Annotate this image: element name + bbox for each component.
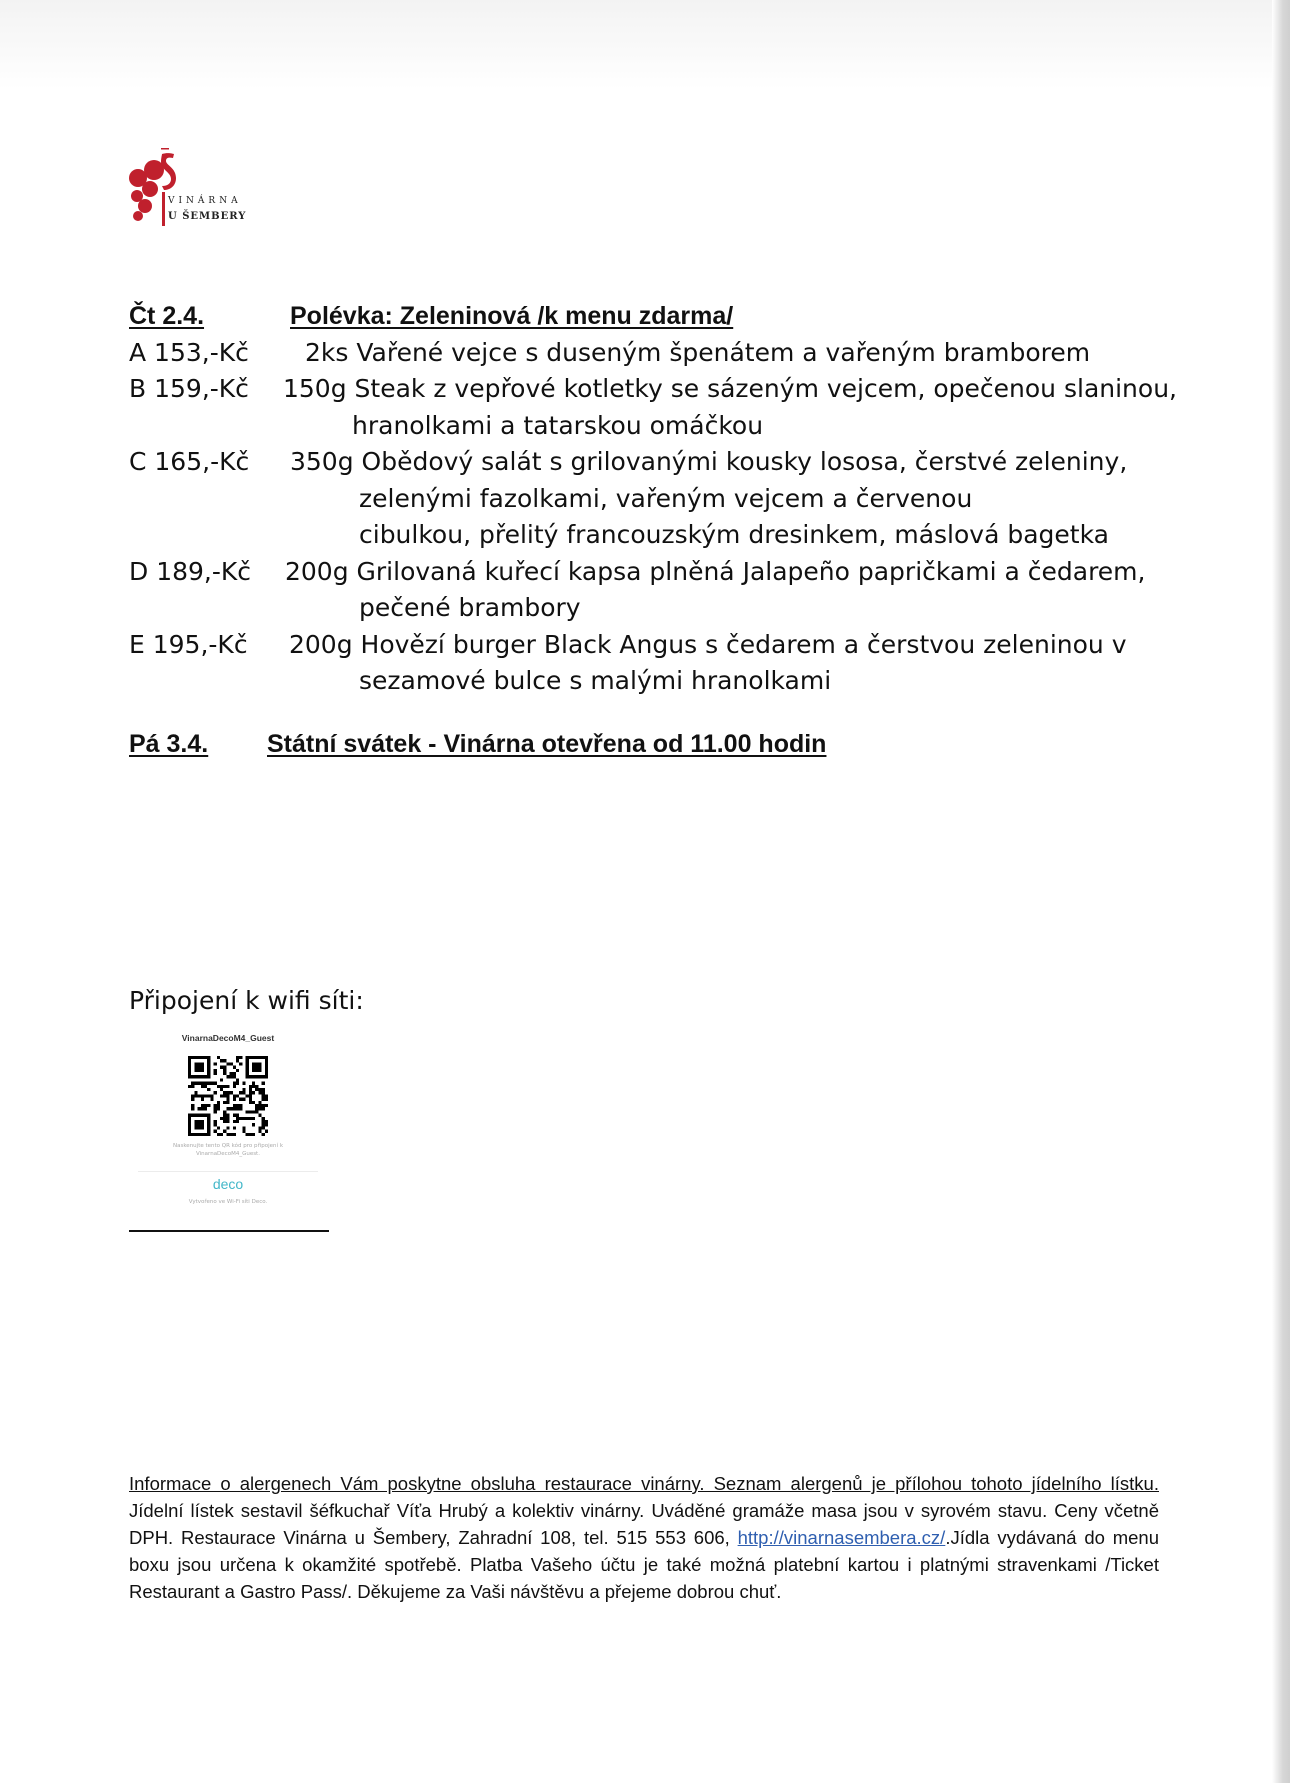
deco-brand-logo: deco [212,1176,244,1192]
day1-header [129,298,1169,335]
logo-text-vinarna: VINÁRNA [168,196,242,206]
menu-item-b-cont [129,408,1169,445]
menu-item-d [129,554,1169,591]
menu-item-b [129,371,1177,408]
day1-soup: Polévka: Zeleninová /k menu zdarma/ [290,302,734,330]
item-description-cont: pečené brambory [359,593,581,622]
item-code: E 195,-Kč [129,629,248,659]
item-description-cont: cibulkou, přelitý francouzským dresinkem, máslová bagetka [359,520,1109,549]
qr-hint-text: Naskenujte tento QR kód pro připojení k VinarnaDecoM4_Guest. [172,1143,284,1157]
spacer [129,700,1169,726]
item-description: 350g Obědový salát s grilovanými kousky lososa, čerstvé zeleniny, [290,447,1128,476]
day2-date: Pá 3.4. [129,729,209,758]
day2-note: Státní svátek - Vinárna otevřena od 11.00 hodin [267,729,827,758]
website-link[interactable]: http://vinarnasembera.cz/ [737,1527,946,1548]
footer-text-2: .Jídla vydávaná do menu boxu jsou určena k okamžité spotřebě. Platba Vašeho účtu je také možná platební kartou i platnými stravenkami /Ticket Restaurant a Gastro Pass/. Děkujeme za Vaši návštěvu a přejeme dobrou chuť. [129,1527,1159,1602]
qr-code[interactable] [188,1056,268,1136]
page-right-edge [1272,0,1290,1783]
menu-item-c-cont2 [129,517,1169,554]
menu-item-a [129,335,1169,372]
item-description: 200g Grilovaná kuřecí kapsa plněná Jalapeño papričkami a čedarem, [285,556,1146,586]
footer-notice [129,1470,1159,1605]
item-code: D 189,-Kč [129,556,252,586]
item-description-cont: sezamové bulce s malými hranolkami [359,666,832,695]
allergen-notice: Informace o alergenech Vám poskytne obsluha restaurace vinárny. Seznam alergenů je přílohou tohoto jídelního lístku. [129,1473,1159,1494]
footer-text-1: Jídelní lístek sestavil šéfkuchař Víťa Hrubý a kolektiv vinárny. Uváděné gramáže masa jsou v syrovém stavu. Ceny včetně DPH. Restaurace Vinárna u Šembery, Zahradní 108, tel. 515 553 606, [129,1500,1159,1548]
day2-header [129,726,1169,763]
qr-made-text: Vytvořeno ve Wi-Fi síti Deco. [188,1199,268,1205]
wifi-ssid: VinarnaDecoM4_Guest [181,1033,275,1043]
menu-item-e [129,627,1169,664]
day1-date: Čt 2.4. [129,302,205,330]
menu-item-d-cont [129,590,1169,627]
item-code: A 153,-Kč [129,337,249,367]
item-code: C 165,-Kč [129,447,250,476]
item-code: B 159,-Kč [129,374,249,403]
item-description-cont: zelenými fazolkami, vařeným vejcem a červenou [359,483,973,513]
menu-item-c-cont [129,481,1169,518]
page-top-shadow [0,0,1290,90]
wifi-label: Připojení k wifi síti: [129,986,364,1015]
qr-divider [138,1171,318,1172]
wifi-qr-card [138,1030,318,1220]
logo-text-u-sembery: U ŠEMBERY [168,211,247,222]
signature-line [129,1230,329,1232]
item-description: 150g Steak z vepřové kotletky se sázeným vejcem, opečenou slaninou, [283,374,1177,403]
menu-item-c [129,444,1169,481]
menu [129,298,1177,762]
item-description: 2ks Vařené vejce s duseným špenátem a vařeným bramborem [305,337,1091,367]
item-description: 200g Hovězí burger Black Angus s čedarem a čerstvou zeleninou v [289,629,1127,659]
menu-item-e-cont [129,663,1169,700]
item-description-cont: hranolkami a tatarskou omáčkou [352,410,764,440]
